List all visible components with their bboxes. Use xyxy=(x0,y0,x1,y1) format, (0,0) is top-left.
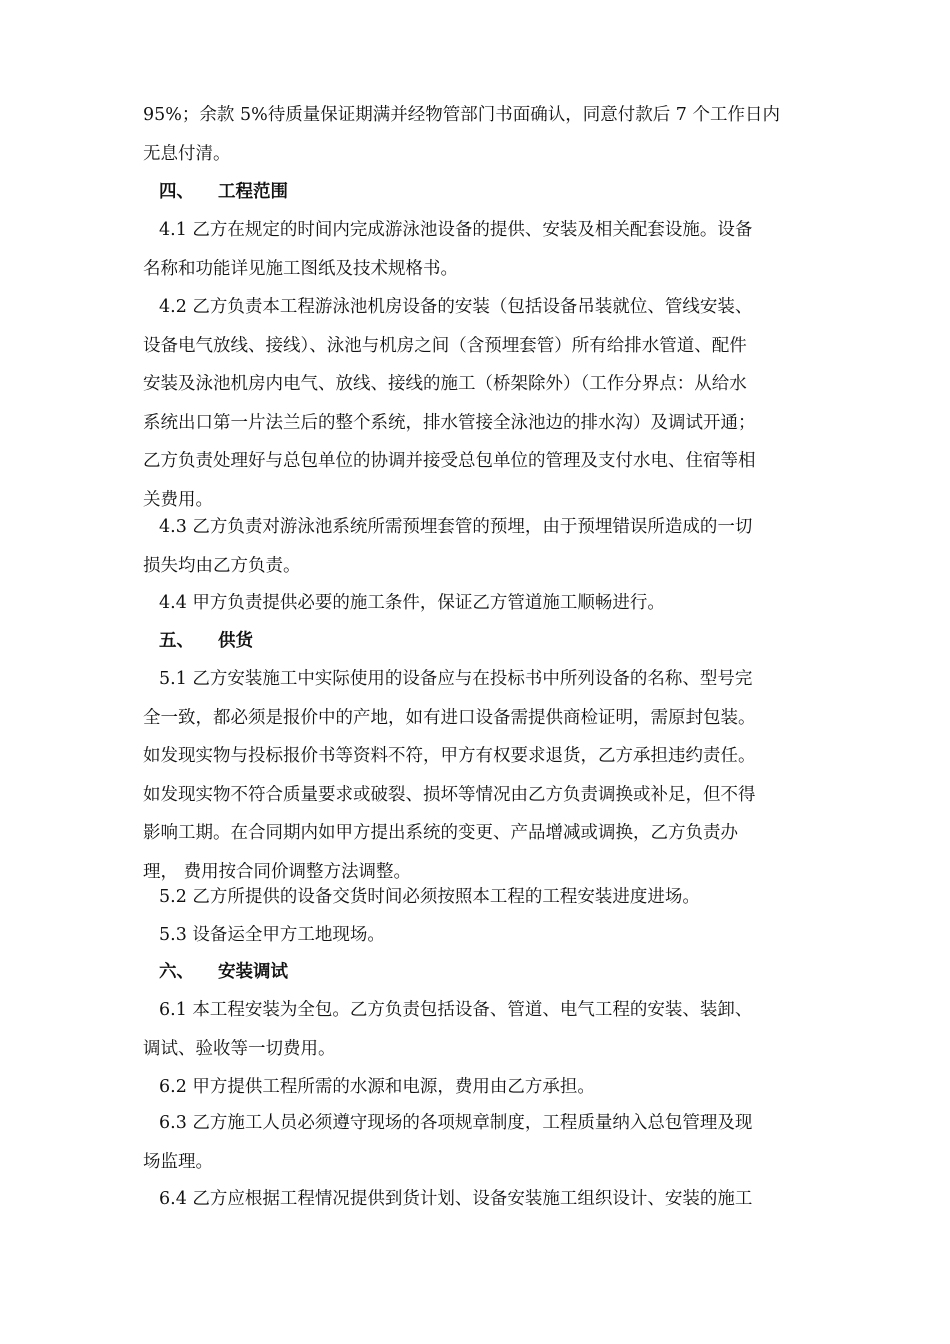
text-line: 6.3 乙方施工人员必须遵守现场的各项规章制度，工程质量纳入总包管理及现 xyxy=(159,1113,753,1133)
clause-5-2 xyxy=(143,878,823,917)
text-line: 调试、验收等一切费用。 xyxy=(143,1038,336,1059)
clause-4-2 xyxy=(143,288,823,519)
section-title: 工程范围 xyxy=(218,182,288,202)
text-line: 场监理。 xyxy=(143,1151,213,1172)
text-line: 4.1 乙方在规定的时间内完成游泳池设备的提供、安装及相关配套设施。设备 xyxy=(159,220,753,240)
text-line: 影响工期。在合同期内如甲方提出系统的变更、产品增减或调换，乙方负责办 xyxy=(143,823,738,843)
section-number: 四、 xyxy=(159,182,194,202)
clause-5-1 xyxy=(143,660,823,891)
clause-4-4 xyxy=(143,584,823,623)
text-line: 乙方负责处理好与总包单位的协调并接受总包单位的管理及支付水电、住宿等相 xyxy=(143,451,756,471)
clause-4-1 xyxy=(143,211,823,288)
text-line: 无息付清。 xyxy=(143,143,231,164)
text-line: 4.4 甲方负责提供必要的施工条件，保证乙方管道施工顺畅进行。 xyxy=(159,593,665,613)
section-number: 六、 xyxy=(159,962,194,982)
text-line: 名称和功能详见施工图纸及技术规格书。 xyxy=(143,258,458,279)
section-heading-scope xyxy=(143,173,839,212)
text-line: 5.2 乙方所提供的设备交货时间必须按照本工程的工程安装进度进场。 xyxy=(159,887,700,907)
payment-terms-paragraph xyxy=(143,96,823,173)
clause-6-3 xyxy=(143,1104,823,1181)
text-line: 损失均由乙方负责。 xyxy=(143,555,301,576)
text-line: 5.3 设备运全甲方工地现场。 xyxy=(159,925,385,945)
section-number: 五、 xyxy=(159,631,194,651)
text-line: 5.1 乙方安装施工中实际使用的设备应与在投标书中所列设备的名称、型号完 xyxy=(159,669,753,689)
text-line: 6.4 乙方应根据工程情况提供到货计划、设备安装施工组织设计、安装的施工 xyxy=(159,1189,753,1209)
text-line: 安装及泳池机房内电气、放线、接线的施工（桥架除外）（工作分界点：从给水 xyxy=(143,374,747,394)
text-line: 如发现实物不符合质量要求或破裂、损坏等情况由乙方负责调换或补足，但不得 xyxy=(143,784,756,805)
text-line: 关费用。 xyxy=(143,489,213,510)
clause-5-3 xyxy=(143,916,823,955)
clause-4-3 xyxy=(143,508,823,585)
text-line: 6.2 甲方提供工程所需的水源和电源，费用由乙方承担。 xyxy=(159,1077,595,1097)
text-line: 如发现实物与投标报价书等资料不符，甲方有权要求退货，乙方承担违约责任。 xyxy=(143,746,756,766)
text-line: 95%；余款 5%待质量保证期满并经物管部门书面确认，同意付款后 7 个工作日内 xyxy=(143,105,780,125)
text-line: 4.2 乙方负责本工程游泳池机房设备的安装（包括设备吊装就位、管线安装、 xyxy=(159,297,753,317)
text-line: 系统出口第一片法兰后的整个系统，排水管接全泳池边的排水沟）及调试开通； xyxy=(143,412,756,433)
section-heading-installation xyxy=(143,953,839,992)
clause-6-2 xyxy=(143,1068,823,1107)
text-line: 理， 费用按合同价调整方法调整。 xyxy=(143,861,412,882)
text-line: 设备电气放线、接线）、泳池与机房之间（含预埋套管）所有给排水管道、配件 xyxy=(143,335,747,356)
clause-6-1 xyxy=(143,991,823,1068)
section-heading-supply xyxy=(143,622,839,661)
text-line: 全一致，都必须是报价中的产地，如有进口设备需提供商检证明，需原封包装。 xyxy=(143,707,756,728)
text-line: 6.1 本工程安装为全包。乙方负责包括设备、管道、电气工程的安装、装卸、 xyxy=(159,1000,753,1020)
section-title: 安装调试 xyxy=(218,962,288,982)
text-line: 4.3 乙方负责对游泳池系统所需预埋套管的预埋，由于预埋错误所造成的一切 xyxy=(159,517,753,537)
section-title: 供货 xyxy=(218,631,253,651)
clause-6-4 xyxy=(143,1180,823,1219)
